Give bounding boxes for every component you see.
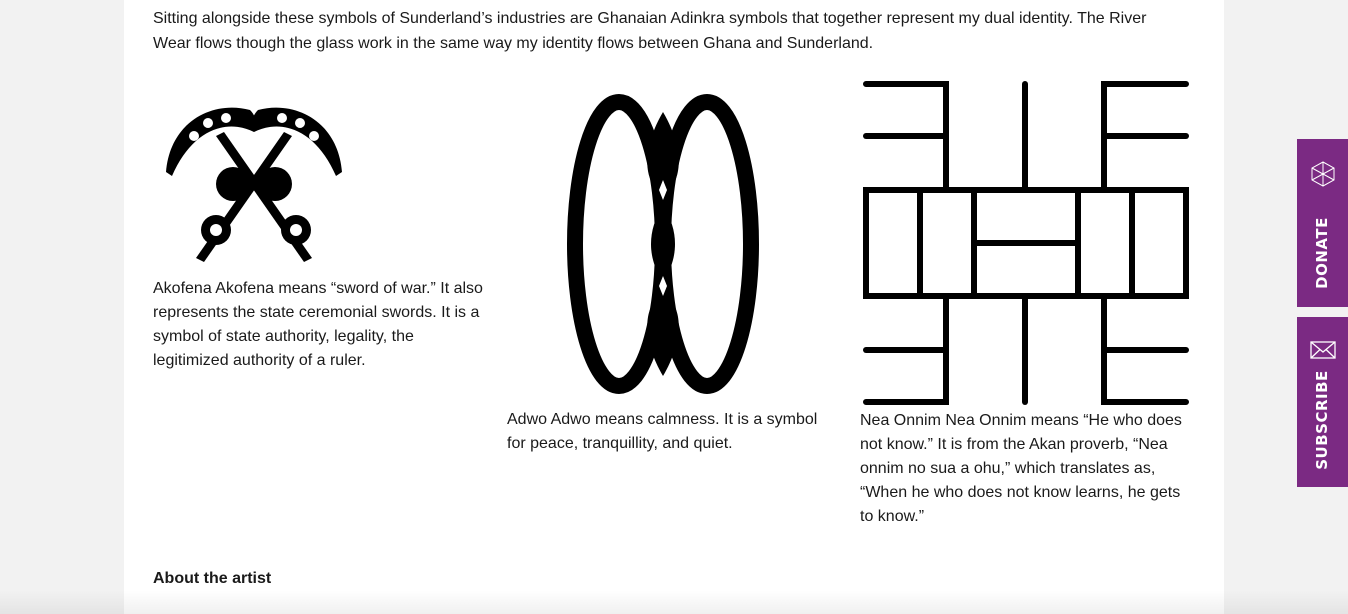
nea-onnim-caption: Nea Onnim Nea Onnim means “He who does not know.” It is from the Akan proverb, “Nea onnim no sua a ohu,” which translates as, “When he who does not know learns, he gets to know.” xyxy=(860,412,1182,525)
logo-icon xyxy=(1310,161,1336,187)
akofena-caption: Akofena Akofena means “sword of war.” It also represents the state ceremonial swords. It is a symbol of state authority, legality, the legitimized authority of a ruler. xyxy=(153,280,483,369)
akofena-symbol-image xyxy=(162,98,346,264)
donate-tab[interactable] xyxy=(1297,139,1348,307)
about-artist-heading: About the artist xyxy=(153,570,272,587)
subscribe-tab[interactable] xyxy=(1297,317,1348,487)
subscribe-label: SUBSCRIBE xyxy=(1313,370,1331,470)
adwo-symbol-image xyxy=(567,94,759,394)
article-content xyxy=(124,0,1224,614)
intro-paragraph: Sitting alongside these symbols of Sunderland’s industries are Ghanaian Adinkra symbols that together represent my dual identity. The River Wear flows though the glass work in the same way my identity flows between Ghana and Sunderland. xyxy=(153,10,1147,52)
adwo-caption: Adwo Adwo means calmness. It is a symbol for peace, tranquillity, and quiet. xyxy=(507,411,818,452)
nea-onnim-symbol-image xyxy=(862,80,1190,406)
envelope-icon xyxy=(1310,337,1336,363)
donate-label: DONATE xyxy=(1313,217,1331,289)
